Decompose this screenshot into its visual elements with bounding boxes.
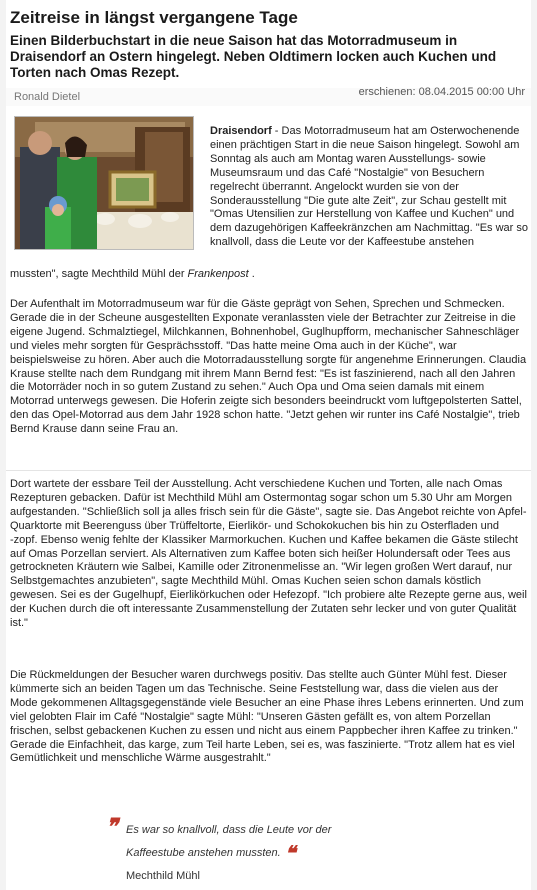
photo-museum-visitors	[15, 117, 193, 249]
article-title: Zeitreise in längst vergangene Tage	[10, 8, 298, 27]
paragraph-3-part-b: -zopf. Ebenso wenig fehlte der Klassiker Marmorkuchen. Kuchen und Kaffee bekamen die Gäste stilecht auf Omas Porzellan serviert. Als Alternativen zum Kaffee boten sich heißer Holundersaft oder Tees aus getrockneten Kräutern wie Salbei, Kamille oder Zitronenmelisse an. "Wir legen großen Wert darauf, nur Selbstgemachtes anzubieten", sagte Mechthild Mühl. Omas Kuchen seien schon damals köstlich gewesen. Sei es der Gugelhupf, Eierlikörkuchen oder Hefezopf. "Ich probiere alte Rezepte gerne aus, weil der Kuchen durch die oft interessante Zusammenstellung der Zutaten sehr lecker und von guter Qualität ist."	[10, 533, 527, 630]
paragraph-3-part-a: Dort wartete der essbare Teil der Ausstellung. Acht verschiedene Kuchen und Torten, alle nach Omas Rezepturen gebacken. Dafür ist Mechthild Mühl am Ostermontag sogar schon um 5.30 Uhr am Morgen aufgestanden. "Schließlich soll ja alles frisch sein für die Gäste", sagte sie. Das Angebot reichte von Apfel-Quarktorte mit Beerenguss über Trüffeltorte, Eierlikör- und Schokokuchen bis hin zu Osterfladen und	[10, 478, 527, 532]
article-meta-bar	[6, 88, 531, 106]
quote-author: Mechthild Mühl	[126, 870, 200, 882]
pull-quote	[6, 800, 531, 884]
source-name: Frankenpost	[187, 268, 249, 280]
paragraph-4: Die Rückmeldungen der Besucher waren durchwegs positiv. Das stellte auch Günter Mühl fest. Dieser kümmerte sich an beiden Tagen um das Technische. Seine Feststellung war, dass die vielen aus der Mode gekommenen Alltagsgegenstände viele Besucher an eine Phase ihres Lebens erinnerten. Und zum viel gelobten Flair im Café "Nostalgie" sagte Mühl: "Unseren Gästen gefällt es, von altem Porzellan frischen, selbst gebackenen Kuchen zu essen und nicht aus einem Pappbecher ihren Kaffee zu trinken." Gerade die Einfachheit, das karge, zum Teil harte Leben, sei es, was faszinierte. "Trotz allem hat es viel Gemütlichkeit und menschliche Wärme ausgestrahlt."	[10, 669, 524, 765]
lead-tail: .	[248, 268, 255, 280]
author-name[interactable]: Ronald Dietel	[14, 91, 81, 103]
article-photo[interactable]	[14, 116, 194, 250]
lead-paragraph-end	[10, 268, 528, 282]
lead-text: - Das Motorradmuseum hat am Osterwochenende einen prächtigen Start in die neue Saison hingelegt. Sowohl am Sonntag als auch am Montag waren Ausstellungs- sowie Museumsraum und das Café "Nostalgie" von Besuchern regelrecht überrannt. Angelockt wurden sie von der Sonderausstellung "Die gute alte Zeit", zur Schau gestellt mit "Omas Utensilien zur Herstellung von Kaffee und Kuchen" und dem dazugehörigen Kaffeekränzchen am Nachmittag. "Es war so knallvoll, dass die Leute vor der Kaffeestube anstehen	[210, 125, 528, 249]
article-subtitle: Einen Bilderbuchstart in die neue Saison hat das Motorradmuseum in Draisendorf an Ostern hingelegt. Neben Oldtimern locken auch Kuchen und Torten nach Omas Rezept.	[10, 33, 497, 80]
section-divider	[6, 470, 531, 471]
quote-body: Es war so knallvoll, dass die Leute vor der Kaffeestube anstehen mussten.	[126, 824, 332, 859]
lead-end-text: mussten", sagte Mechthild Mühl der	[10, 268, 188, 280]
paragraph-2: Der Aufenthalt im Motorradmuseum war für die Gäste geprägt von Sehen, Sprechen und Schmecken. Gerade die in der Scheune ausgestellten Exponate veranlassten viele der Betrachter zur Zeitreise in die eigene Jugend. Schmalztiegel, Milchkannen, Bohnenhobel, Guglhupfform, mechanischer Sahneschläger und vieles mehr sorgten für Gesprächsstoff. "Das hatte meine Oma auch in der Küche", war beispielsweise zu hören. Aber auch die Motorradausstellung sorgte für angenehme Erinnerungen. Claudia Krause stellte nach dem Rundgang mit ihrem Mann Bernd fest: "Es ist faszinierend, nach all den Jahren die Motorräder noch in so gutem Zustand zu sehen." Auch Opa und Oma seien damals mit einem Motorrad unterwegs gewesen. Die Hoferin zeigte sich besonders beeindruckt vom luftgepolsterten Sattel, den das Opel-Motorrad aus dem Jahr 1928 schon hatte. "Jetzt gehen wir runter ins Café Nostalgie", trieb Bernd Krause dann seine Frau an.	[10, 298, 527, 436]
publish-date: erschienen: 08.04.2015 00:00 Uhr	[358, 86, 525, 98]
quote-close-icon: ❝	[284, 841, 296, 865]
quote-open-icon: ❞	[106, 814, 118, 840]
lead-place: Draisendorf	[210, 125, 272, 137]
lead-paragraph	[210, 125, 528, 250]
quote-text	[126, 821, 366, 863]
paragraph-3	[10, 478, 528, 631]
